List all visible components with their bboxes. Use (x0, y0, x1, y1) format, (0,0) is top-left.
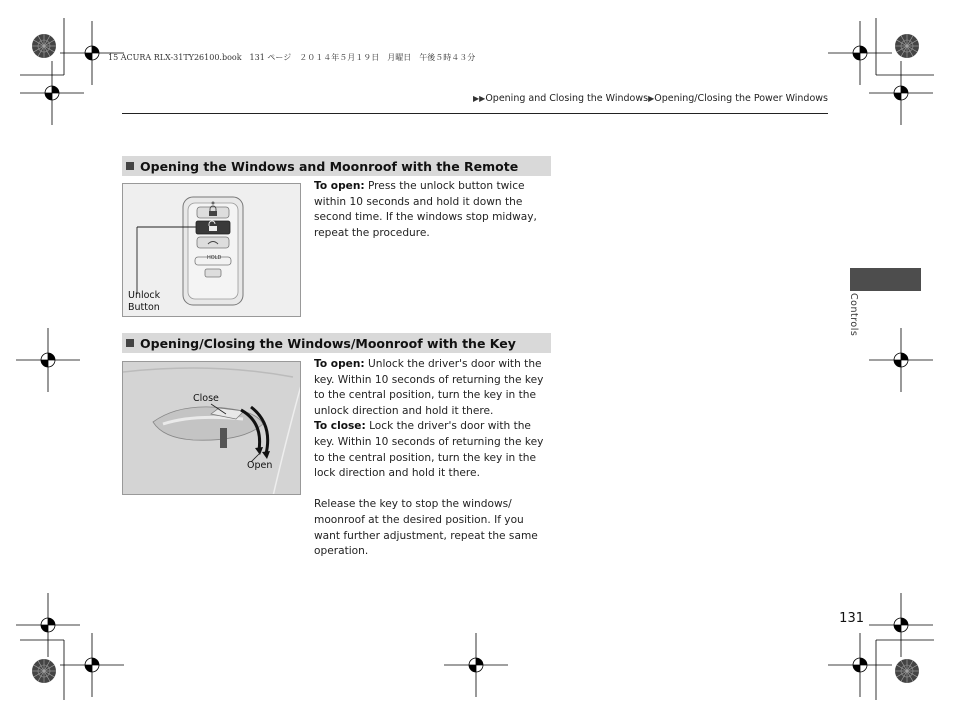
remote-hold-label: HOLD (207, 255, 222, 261)
crosshair-mark (60, 633, 124, 697)
open-label-figure: Open (247, 460, 273, 471)
breadcrumb (440, 93, 828, 104)
open-label: To open: (314, 180, 365, 192)
section-header-remote (122, 156, 551, 176)
crosshair-mark (828, 633, 892, 697)
crosshair-mark (869, 61, 933, 125)
breadcrumb-level2[interactable]: Opening/Closing the Power Windows (654, 93, 828, 104)
crosshair-mark (869, 328, 933, 392)
color-target-mark (895, 659, 919, 683)
chapter-tab-label: Controls (848, 293, 859, 337)
key-open-label: To open: (314, 358, 365, 370)
color-target-mark (32, 34, 56, 58)
remote-figure (122, 183, 301, 317)
chapter-tab[interactable] (850, 268, 921, 291)
section-header-key (122, 333, 551, 353)
crosshair-mark (16, 593, 80, 657)
key-close-label: To close: (314, 420, 366, 433)
crosshair-mark (869, 593, 933, 657)
crosshair-mark (444, 633, 508, 697)
print-info-line: 15 ACURA RLX-31TY26100.book 131 ページ ２０１４年５月１９日 月曜日 午後５時４３分 (108, 53, 476, 62)
section-title-key: Opening/Closing the Windows/Moonroof with the Key (140, 335, 516, 351)
breadcrumb-level1[interactable]: Opening and Closing the Windows (485, 93, 649, 104)
door-handle-illustration (123, 362, 301, 495)
header-rule (122, 113, 828, 114)
key-open-text: Unlock the driver's door with the key. Within 10 seconds of returning the key to the central position, turn the key in the unlock direction and hold it there. (314, 358, 544, 417)
release-text: Release the key to stop the windows/ moonroof at the desired position. If you want further adjustment, repeat the same operation. (314, 498, 538, 558)
color-target-mark (895, 34, 919, 58)
square-bullet-icon (126, 162, 134, 170)
open-text: Press the unlock button twice within 10 seconds and hold it down the second time. If the windows stop midway, repeat the procedure. (314, 180, 537, 239)
double-arrow-icon: ▶▶ (473, 94, 486, 103)
color-target-mark (32, 659, 56, 683)
key-close-text: Lock the driver's door with the key. Within 10 seconds of returning the key to the central position, turn the key in the lock direction and hold it there. (314, 420, 544, 480)
door-key-figure (122, 361, 301, 495)
crosshair-mark (16, 328, 80, 392)
remote-instructions (314, 179, 552, 241)
page-number: 131 (839, 611, 864, 626)
arrow-icon: ▶ (648, 94, 655, 103)
crosshair-mark (20, 61, 84, 125)
square-bullet-icon (126, 339, 134, 347)
section-title-remote: Opening the Windows and Moonroof with the Remote (140, 158, 519, 174)
unlock-button-label: Unlock Button (128, 290, 161, 313)
close-label: Close (193, 393, 219, 404)
key-instructions (314, 357, 552, 560)
